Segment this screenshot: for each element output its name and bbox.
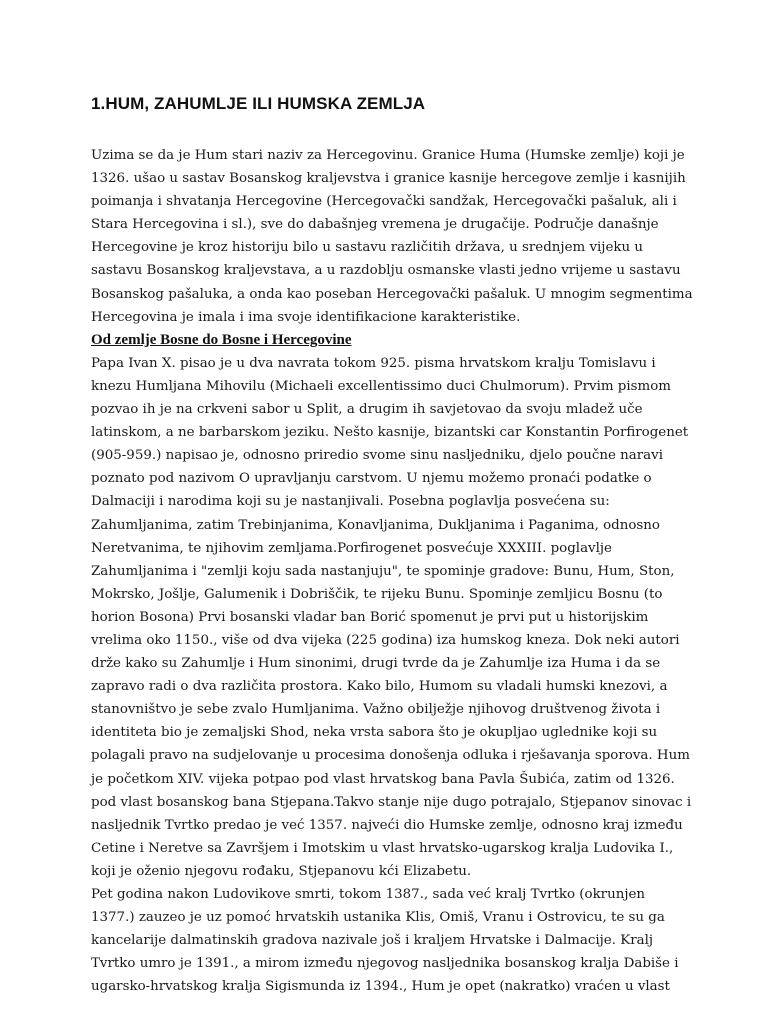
text-line: je početkom XIV. vijeka potpao pod vlast hrvatskog bana Pavla Šubića, zatim od 1326.: [91, 771, 675, 787]
text-line: Hercegovine je kroz historiju bilo u sastavu različitih država, u srednjem vijeku u: [91, 240, 643, 256]
text-line: Zahumljanima i "zemlji koju sada nastanjuju", te spominje gradove: Bunu, Hum, Ston,: [91, 563, 675, 579]
text-line: 1326. ušao u sastav Bosanskog kraljevstva i granice kasnije hercegove zemlje i kasnijih: [91, 171, 686, 187]
text-line: Dalmaciji i narodima koji su je nastanjivali. Posebna poglavlja posvećena su:: [91, 494, 610, 510]
intro-paragraph: [91, 144, 693, 329]
text-line: Cetine i Neretve sa Završjem i Imotskim u vlast hrvatsko-ugarskog kralja Ludovika I.,: [91, 840, 674, 856]
text-line: poznato pod nazivom O upravljanju carstvom. U njemu možemo pronaći podatke o: [91, 471, 652, 487]
text-line: zapravo radi o dva različita prostora. Kako bilo, Humom su vladali humski knezovi, a: [91, 679, 668, 695]
text-line: Tvrtko umro je 1391., a mirom između njegovog nasljednika bosanskog kralja Dabiše i: [91, 956, 679, 972]
text-line: vrelima oko 1150., više od dva vijeka (225 godina) iza humskog kneza. Dok neki autori: [91, 632, 680, 648]
text-line: stanovništvo je sebe zvalo Humljanima. Važno obilježje njihovog društvenog života i: [91, 702, 661, 718]
continuation-paragraph: [91, 883, 686, 998]
text-line: polagali pravo na sudjelovanje u procesima donošenja odluka i rješavanja sporova. Hum: [91, 748, 690, 764]
text-line: identiteta bio je zemaljski Shod, neka vrsta sabora što je okupljao uglednike koji su: [91, 725, 658, 741]
text-line: pozvao ih je na crkveni sabor u Split, a drugim ih savjetovao da svoju mladež uče: [91, 402, 643, 418]
text-line: nasljednik Tvrtko predao je već 1357. najveći dio Humske zemlje, odnosno kraj između: [91, 817, 683, 833]
text-line: sastavu Bosanskog kraljevstava, a u razdoblju osmanske vlasti jedno vrijeme u sastavu: [91, 263, 681, 279]
text-line: kancelarije dalmatinskih gradova nazivale još i kraljem Hrvatske i Dalmacije. Kralj: [91, 933, 654, 949]
history-paragraph: [91, 352, 692, 883]
text-line: Zahumljanima, zatim Trebinjanima, Konavljanima, Dukljanima i Paganima, odnosno: [91, 517, 660, 533]
text-line: Stara Hercegovina i sl.), sve do dabašnjeg vremena je drugačije. Područje današnje: [91, 217, 659, 233]
text-line: Mokrsko, Jošlje, Galumenik i Dobriščik, te rijeku Bunu. Spominje zemljicu Bosnu (to: [91, 586, 663, 602]
document-title: 1.HUM, ZAHUMLJE ILI HUMSKA ZEMLJA: [91, 94, 426, 113]
text-line: Papa Ivan X. pisao je u dva navrata tokom 925. pisma hrvatskom kralju Tomislavu i: [91, 355, 656, 371]
text-line: Uzima se da je Hum stari naziv za Hercegovinu. Granice Huma (Humske zemlje) koji je: [91, 148, 685, 163]
text-line: Pet godina nakon Ludovikove smrti, tokom 1387., sada već kralj Tvrtko (okrunjen: [91, 887, 646, 902]
text-line: knezu Humljana Mihovilu (Michaeli excellentissimo duci Chulmorum). Prvim pismom: [91, 378, 671, 394]
text-line: drže kako su Zahumlje i Hum sinonimi, drugi tvrde da je Zahumlje iza Huma i da se: [91, 656, 661, 672]
text-line: koji je oženio njegovu rođaku, Stjepanovu kći Elizabetu.: [91, 863, 472, 879]
text-line: poimanja i shvatanja Hercegovine (Hercegovački sandžak, Hercegovački pašaluk, ali i: [91, 194, 677, 210]
document-body: [91, 92, 693, 998]
text-line: pod vlast bosanskog bana Stjepana.Takvo stanje nije dugo potrajalo, Stjepanov sinovac i: [91, 794, 692, 810]
text-line: 1377.) zauzeo je uz pomoć hrvatskih ustanika Klis, Omiš, Vranu i Ostrovicu, te su ga: [91, 910, 665, 926]
text-line: Bosanskog pašaluka, a onda kao poseban Hercegovački pašaluk. U mnogim segmentima: [91, 286, 693, 302]
text-line: Hercegovina je imala i ima svoje identifikacione karakteristike.: [91, 309, 521, 325]
text-line: horion Bosona) Prvi bosanski vladar ban Borić spomenut je prvi put u historijskim: [91, 609, 649, 625]
section-heading: Od zemlje Bosne do Bosne i Hercegovine: [91, 331, 352, 348]
text-line: Neretvanima, te njihovim zemljama.Porfirogenet posvećuje XXXIII. poglavlje: [91, 540, 612, 556]
text-line: ugarsko-hrvatskog kralja Sigismunda iz 1394., Hum je opet (nakratko) vraćen u vlast: [91, 979, 670, 995]
text-line: latinskom, a ne barbarskom jeziku. Nešto kasnije, bizantski car Konstantin Porfirogenet: [91, 425, 689, 441]
text-line: (905-959.) napisao je, odnosno priredio svome sinu nasljedniku, djelo poučne naravi: [91, 448, 663, 464]
